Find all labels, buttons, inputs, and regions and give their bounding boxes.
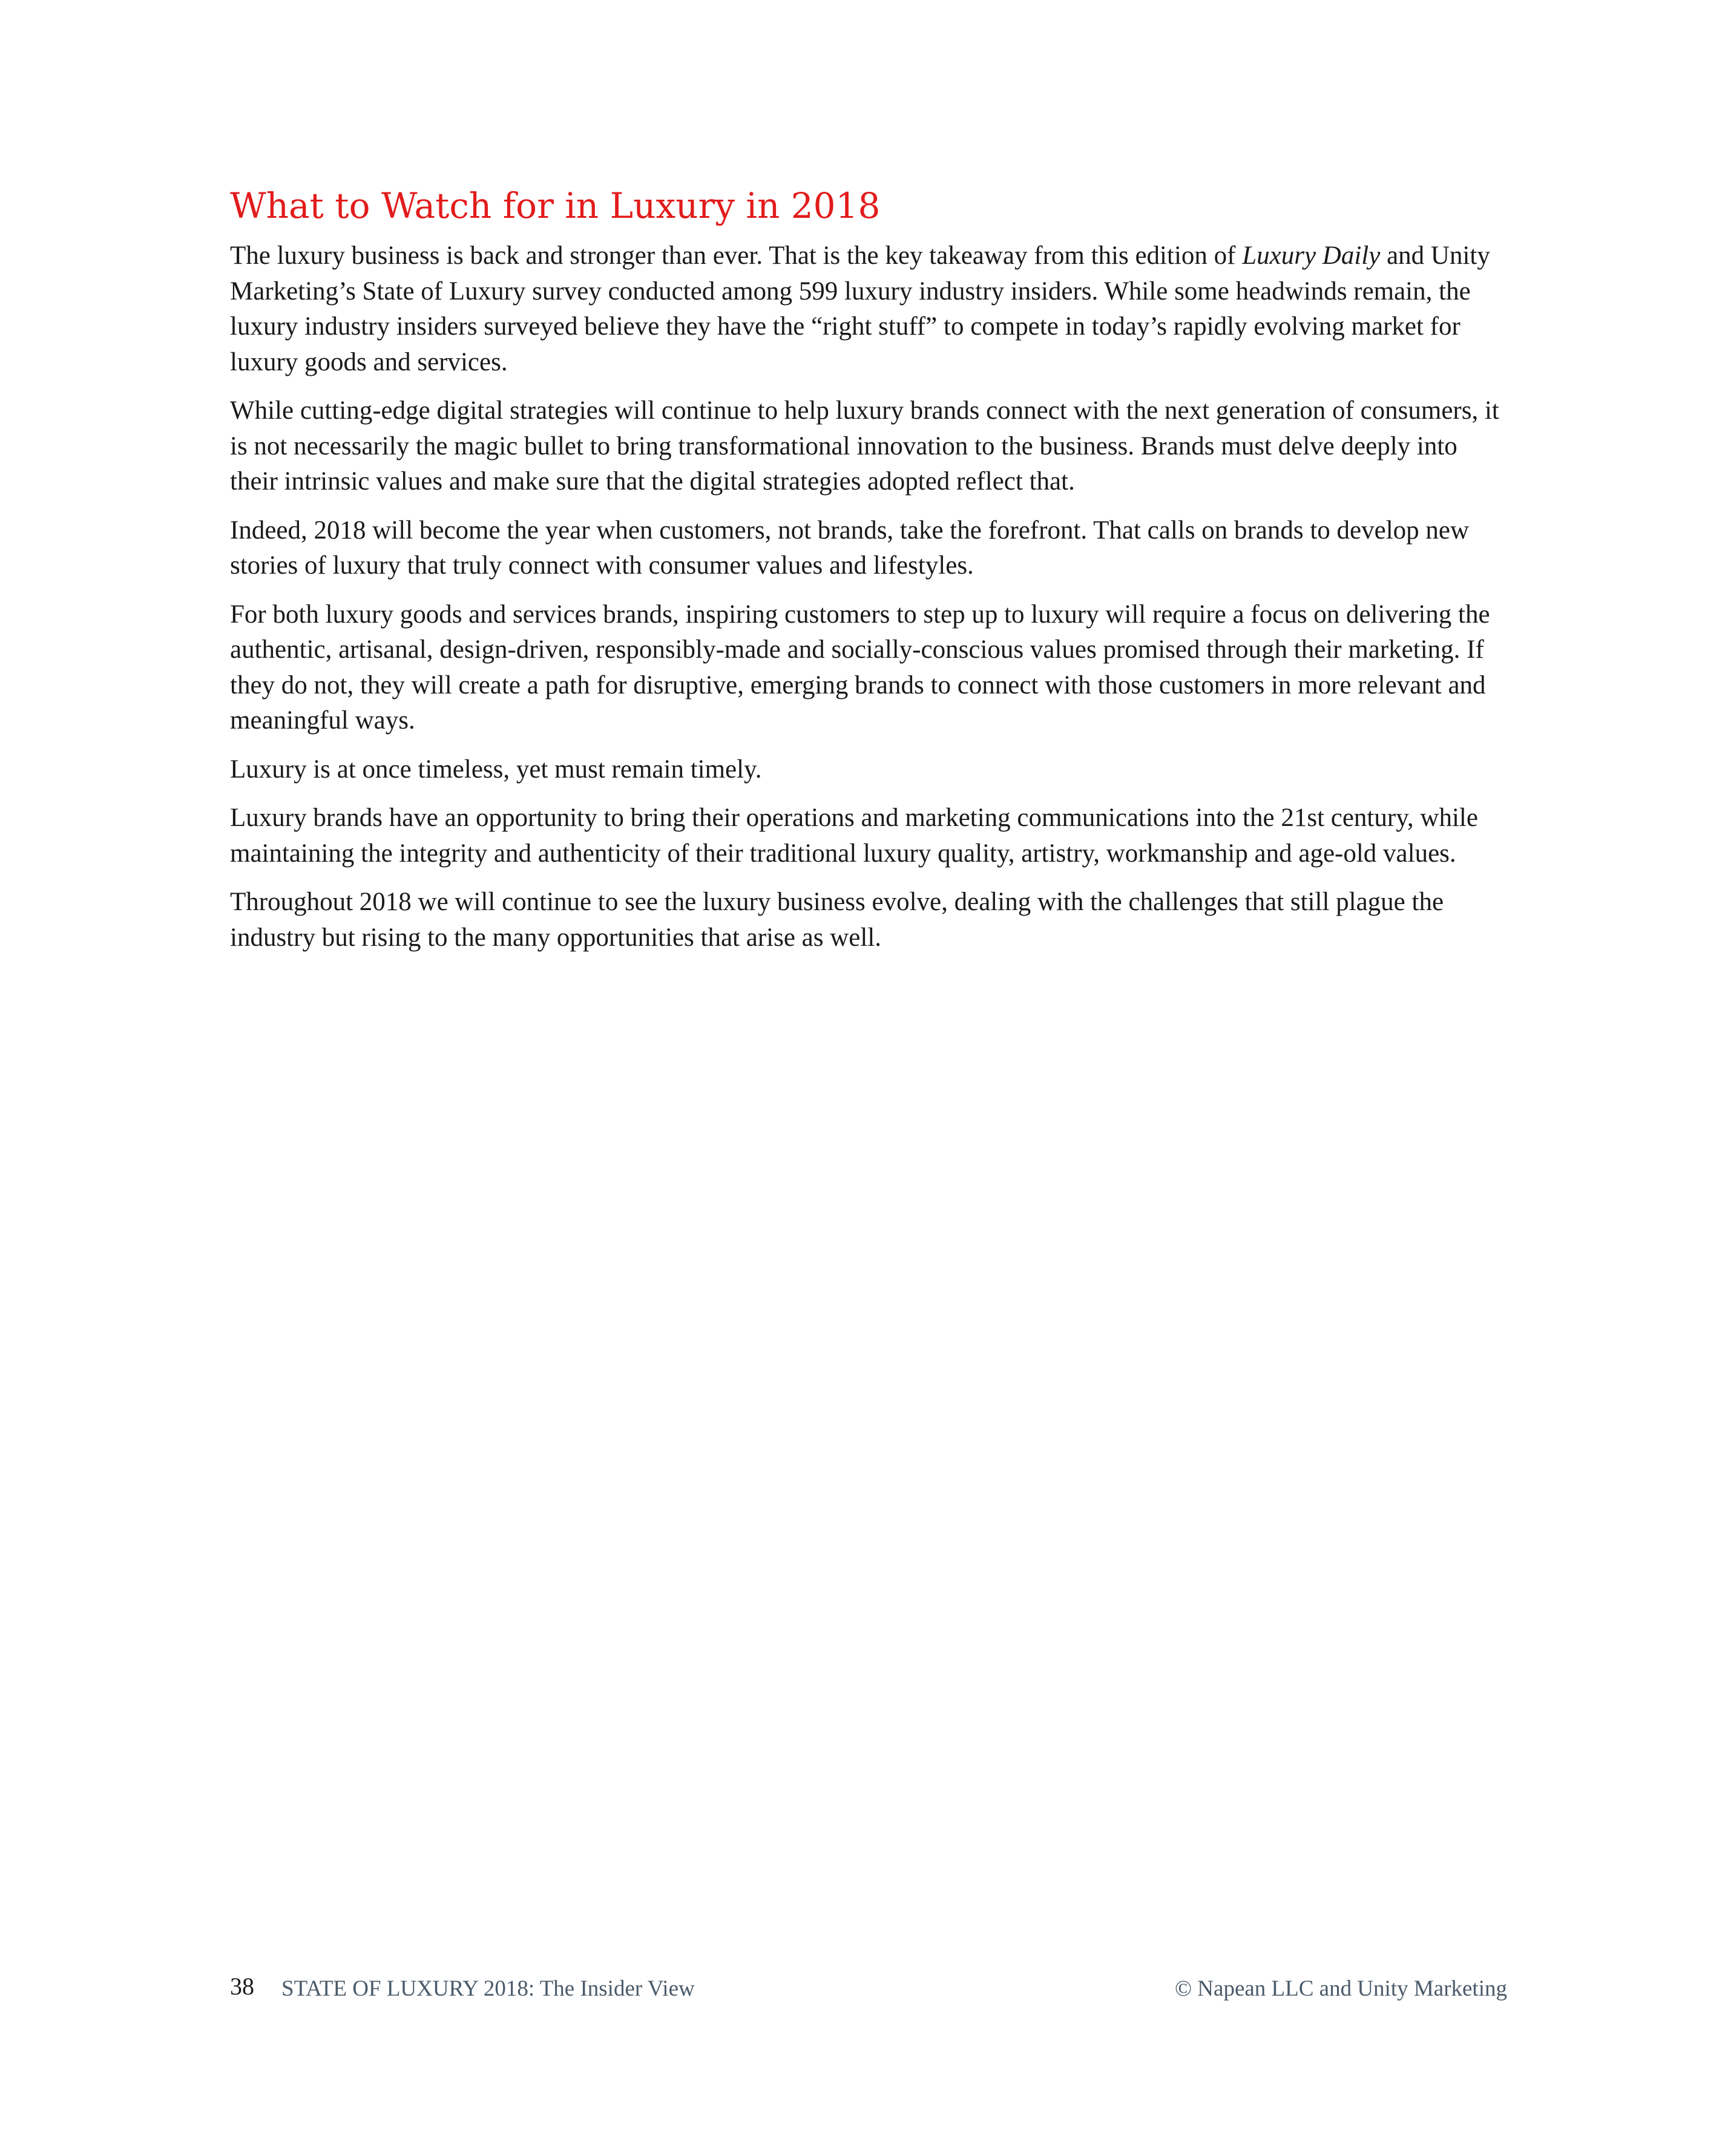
paragraph-3: Indeed, 2018 will become the year when customers, not brands, take the forefront. That calls on brands to develop new stories of luxury that truly connect with consumer values and lifestyles. <box>230 516 1470 580</box>
footer-copyright: © Napean LLC and Unity Marketing <box>1174 1976 1507 2001</box>
section-heading: What to Watch for in Luxury in 2018 <box>230 185 881 226</box>
paragraph-1 <box>230 238 1507 380</box>
paragraph-4: For both luxury goods and services brands, inspiring customers to step up to luxury will require a focus on delivering the authentic, artisanal, design-driven, responsibly-made and socially-conscious values promised through their marketing. If they do not, they will create a path for disruptive, emerging brands to connect with those customers in more relevant and meaningful ways. <box>230 600 1490 735</box>
paragraph-1-text-start: The luxury business is back and stronger than ever. That is the key takeaway from this edition of <box>230 241 1243 270</box>
paragraph-1-text-end: and Unity Marketing’s State of Luxury survey conducted among 599 luxury industry insiders. While some headwinds remain, the luxury industry insiders surveyed believe they have the “right stuff” to compete in today’s rapidly evolving market for luxury goods and services. <box>230 241 1490 376</box>
footer-publication-title: STATE OF LUXURY 2018: The Insider View <box>281 1976 695 2001</box>
article-body <box>230 182 1507 969</box>
paragraph-6: Luxury brands have an opportunity to bring their operations and marketing communications into the 21st century, while maintaining the integrity and authenticity of their traditional luxury quality, artistry, workmanship and age-old values. <box>230 804 1478 868</box>
paragraph-5: Luxury is at once timeless, yet must remain timely. <box>230 755 762 784</box>
page-footer <box>230 1970 1507 2006</box>
page-number: 38 <box>230 1973 254 2000</box>
paragraph-7: Throughout 2018 we will continue to see the luxury business evolve, dealing with the challenges that still plague the industry but rising to the many opportunities that arise as well. <box>230 888 1444 952</box>
paragraph-2: While cutting-edge digital strategies will continue to help luxury brands connect with the next generation of consumers, it is not necessarily the magic bullet to bring transformational innovation to the business. Brands must delve deeply into their intrinsic values and make sure that the digital strategies adopted reflect that. <box>230 396 1499 496</box>
publication-name: Luxury Daily <box>1242 241 1381 270</box>
